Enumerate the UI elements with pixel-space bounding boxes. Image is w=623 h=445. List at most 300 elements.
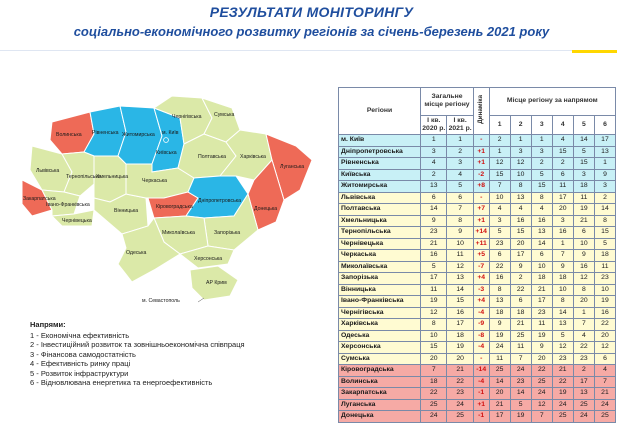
map-label-khmelnytskyi: Хмельницька (96, 174, 129, 180)
direction-rank-cell: 16 (594, 307, 615, 319)
direction-rank-cell: 14 (489, 376, 510, 388)
table-row (339, 284, 616, 296)
table-row (339, 158, 616, 170)
direction-rank-cell: 12 (594, 342, 615, 354)
place-2021-cell: 23 (447, 388, 473, 400)
direction-rank-cell: 20 (573, 296, 594, 308)
direction-rank-cell: 20 (594, 330, 615, 342)
place-2021-cell: 2 (447, 146, 473, 158)
direction-rank-cell: 1 (489, 146, 510, 158)
place-2021-cell: 19 (447, 342, 473, 354)
direction-rank-cell: 2 (531, 158, 552, 170)
map-label-donetsk: Донецька (254, 206, 278, 212)
place-2021-cell: 24 (447, 399, 473, 411)
map-label-sumy: Сумська (214, 112, 235, 118)
direction-rank-cell: 6 (510, 296, 531, 308)
direction-rank-cell: 16 (552, 227, 573, 239)
direction-rank-cell: 18 (573, 181, 594, 193)
direction-rank-cell: 8 (489, 284, 510, 296)
header-regions: Регіони (339, 88, 421, 135)
dynamic-cell: -4 (473, 376, 489, 388)
direction-rank-cell: 2 (552, 158, 573, 170)
direction-rank-cell: 14 (552, 307, 573, 319)
place-2021-cell: 10 (447, 238, 473, 250)
place-2020-cell: 22 (421, 388, 447, 400)
direction-rank-cell: 23 (510, 376, 531, 388)
direction-rank-cell: 5 (594, 238, 615, 250)
dynamic-cell: -14 (473, 365, 489, 377)
direction-rank-cell: 25 (510, 330, 531, 342)
table-row (339, 353, 616, 365)
place-2020-cell: 11 (421, 284, 447, 296)
header-dynamic (473, 88, 489, 135)
header-dir-5: 5 (573, 115, 594, 135)
direction-rank-cell: 21 (531, 284, 552, 296)
map-label-zhytomyr: Житомирська (122, 132, 155, 138)
direction-rank-cell: 4 (531, 204, 552, 216)
region-name-cell: Дніпропетровська (339, 146, 421, 158)
direction-rank-cell: 11 (552, 181, 573, 193)
direction-rank-cell: 23 (594, 273, 615, 285)
table-row (339, 169, 616, 181)
region-name-cell: Миколаївська (339, 261, 421, 273)
map-label-kyiv-city: м. Київ (162, 130, 179, 136)
map-label-dnipro: Дніпропетровська (198, 198, 242, 204)
direction-rank-cell: 5 (552, 330, 573, 342)
direction-rank-cell: 22 (510, 284, 531, 296)
table-row (339, 192, 616, 204)
map-label-crimea: АР Крим (206, 280, 227, 286)
direction-rank-cell: 15 (489, 169, 510, 181)
map-label-luhansk: Луганська (280, 164, 305, 170)
dynamic-cell: -3 (473, 284, 489, 296)
region-name-cell: Львівська (339, 192, 421, 204)
direction-rank-cell: 3 (489, 215, 510, 227)
direction-rank-cell: 16 (510, 215, 531, 227)
page-subtitle: соціально-економічного розвитку регіонів за січень-березень 2021 року (73, 24, 550, 39)
direction-rank-cell: 17 (510, 250, 531, 262)
direction-rank-cell: 22 (573, 342, 594, 354)
map-label-ivano: Івано-Франківська (46, 202, 90, 208)
table-row (339, 307, 616, 319)
map-label-sevastopol: м. Севастополь (142, 298, 180, 304)
table-row (339, 181, 616, 193)
region-name-cell: Рівненська (339, 158, 421, 170)
directions-legend (30, 320, 245, 388)
place-2020-cell: 24 (421, 411, 447, 423)
header-divider (0, 50, 572, 51)
direction-rank-cell: 2 (573, 365, 594, 377)
dynamic-cell: +5 (473, 250, 489, 262)
direction-rank-cell: 18 (531, 273, 552, 285)
map-label-zakarpattia: Закарпатська (23, 196, 56, 202)
direction-rank-cell: 21 (489, 399, 510, 411)
table-row (339, 376, 616, 388)
dynamic-cell: - (473, 192, 489, 204)
header-dir-1: 1 (489, 115, 510, 135)
region-name-cell: Київська (339, 169, 421, 181)
map-label-kirovohrad: Кіровоградська (156, 204, 193, 210)
direction-rank-cell: 10 (489, 192, 510, 204)
dynamic-cell: +1 (473, 399, 489, 411)
table-row (339, 227, 616, 239)
direction-rank-cell: 8 (510, 181, 531, 193)
region-name-cell: Херсонська (339, 342, 421, 354)
header-dir-2: 2 (510, 115, 531, 135)
table-row (339, 215, 616, 227)
direction-rank-cell: 14 (510, 388, 531, 400)
dynamic-cell: +1 (473, 146, 489, 158)
table-row (339, 342, 616, 354)
region-name-cell: Вінницька (339, 284, 421, 296)
map-label-lviv: Львівська (36, 168, 60, 174)
direction-rank-cell: 6 (573, 227, 594, 239)
direction-rank-cell: 25 (594, 411, 615, 423)
place-2021-cell: 12 (447, 261, 473, 273)
place-2020-cell: 3 (421, 146, 447, 158)
direction-rank-cell: 19 (573, 204, 594, 216)
direction-rank-cell: 16 (489, 273, 510, 285)
direction-rank-cell: 9 (594, 169, 615, 181)
dynamic-cell: - (473, 353, 489, 365)
region-name-cell: Хмельницька (339, 215, 421, 227)
place-2021-cell: 18 (447, 330, 473, 342)
dynamic-cell: -4 (473, 307, 489, 319)
place-2021-cell: 3 (447, 158, 473, 170)
direction-rank-cell: 11 (573, 192, 594, 204)
direction-rank-cell: 13 (594, 146, 615, 158)
direction-rank-cell: 24 (510, 365, 531, 377)
map-label-kyiv-obl: Київська (156, 150, 177, 156)
direction-rank-cell: 1 (552, 238, 573, 250)
ukraine-regions-map (22, 94, 332, 304)
map-label-ternopil: Тернопільська (66, 174, 101, 180)
dynamic-cell: +1 (473, 215, 489, 227)
map-label-odesa: Одеська (126, 250, 147, 256)
direction-rank-cell: 7 (594, 376, 615, 388)
direction-rank-cell: 25 (489, 365, 510, 377)
direction-rank-cell: 13 (531, 227, 552, 239)
direction-rank-cell: 9 (531, 342, 552, 354)
direction-rank-cell: 21 (510, 319, 531, 331)
direction-rank-cell: 17 (573, 376, 594, 388)
direction-rank-cell: 21 (552, 365, 573, 377)
direction-rank-cell: 7 (573, 319, 594, 331)
region-name-cell: Луганська (339, 399, 421, 411)
dynamic-cell: -4 (473, 342, 489, 354)
region-name-cell: Житомирська (339, 181, 421, 193)
table-row (339, 146, 616, 158)
place-2020-cell: 7 (421, 365, 447, 377)
direction-rank-cell: 2 (594, 192, 615, 204)
header-dir-3: 3 (531, 115, 552, 135)
direction-rank-cell: 16 (531, 215, 552, 227)
direction-rank-cell: 21 (594, 388, 615, 400)
place-2020-cell: 23 (421, 227, 447, 239)
place-2021-cell: 4 (447, 169, 473, 181)
place-2021-cell: 25 (447, 411, 473, 423)
direction-rank-cell: 25 (531, 376, 552, 388)
place-2020-cell: 15 (421, 342, 447, 354)
direction-rank-cell: 4 (594, 365, 615, 377)
legend-item: 5 - Розвиток інфраструктури (30, 368, 129, 378)
map-label-zaporizhzhia: Запорізька (214, 230, 241, 236)
direction-rank-cell: 7 (531, 411, 552, 423)
direction-rank-cell: 3 (573, 169, 594, 181)
table-body (339, 135, 616, 423)
header-directions: Місце регіону за напрямом (489, 88, 615, 116)
direction-rank-cell: 5 (489, 227, 510, 239)
direction-rank-cell: 25 (573, 399, 594, 411)
direction-rank-cell: 22 (531, 365, 552, 377)
direction-rank-cell: 1 (510, 135, 531, 147)
direction-rank-cell: 23 (573, 353, 594, 365)
direction-rank-cell: 4 (552, 135, 573, 147)
table-row (339, 273, 616, 285)
map-label-kherson: Херсонська (194, 256, 223, 262)
legend-item: 6 - Відновлювана енергетика та енергоефективність (30, 378, 213, 387)
table-row (339, 365, 616, 377)
direction-rank-cell: 19 (489, 330, 510, 342)
direction-rank-cell: 24 (489, 342, 510, 354)
dynamic-cell: +14 (473, 227, 489, 239)
direction-rank-cell: 21 (573, 215, 594, 227)
table-row (339, 135, 616, 147)
direction-rank-cell: 18 (510, 307, 531, 319)
place-2021-cell: 15 (447, 296, 473, 308)
table-row (339, 411, 616, 423)
direction-rank-cell: 16 (573, 261, 594, 273)
map-label-chernivtsi: Чернівецька (62, 218, 92, 224)
direction-rank-cell: 17 (489, 411, 510, 423)
place-2020-cell: 20 (421, 353, 447, 365)
direction-rank-cell: 12 (573, 273, 594, 285)
dynamic-cell: -2 (473, 169, 489, 181)
direction-rank-cell: 15 (510, 227, 531, 239)
direction-rank-cell: 1 (594, 158, 615, 170)
direction-rank-cell: 7 (552, 250, 573, 262)
direction-rank-cell: 10 (552, 284, 573, 296)
direction-rank-cell: 9 (510, 261, 531, 273)
place-2020-cell: 10 (421, 330, 447, 342)
direction-rank-cell: 9 (489, 319, 510, 331)
direction-rank-cell: 23 (531, 307, 552, 319)
place-2020-cell: 13 (421, 181, 447, 193)
kyiv-city-marker (164, 138, 169, 143)
direction-rank-cell: 5 (531, 169, 552, 181)
direction-rank-cell: 4 (573, 330, 594, 342)
direction-rank-cell: 12 (552, 342, 573, 354)
place-2020-cell: 8 (421, 319, 447, 331)
direction-rank-cell: 2 (510, 273, 531, 285)
direction-rank-cell: 19 (531, 330, 552, 342)
place-2020-cell: 14 (421, 204, 447, 216)
dynamic-cell: +4 (473, 296, 489, 308)
direction-rank-cell: 9 (573, 250, 594, 262)
direction-rank-cell: 10 (573, 238, 594, 250)
direction-rank-cell: 9 (552, 261, 573, 273)
dynamic-cell: -9 (473, 319, 489, 331)
direction-rank-cell: 24 (531, 388, 552, 400)
direction-rank-cell: 6 (489, 250, 510, 262)
direction-rank-cell: 20 (510, 238, 531, 250)
region-name-cell: Одеська (339, 330, 421, 342)
place-2021-cell: 13 (447, 273, 473, 285)
direction-rank-cell: 19 (552, 388, 573, 400)
table-row (339, 204, 616, 216)
region-name-cell: Полтавська (339, 204, 421, 216)
header-overall: Загальне місце регіону (421, 88, 474, 116)
direction-rank-cell: 22 (552, 376, 573, 388)
direction-rank-cell: 23 (489, 238, 510, 250)
place-2020-cell: 19 (421, 296, 447, 308)
direction-rank-cell: 5 (510, 399, 531, 411)
table-row (339, 250, 616, 262)
place-2021-cell: 20 (447, 353, 473, 365)
flag-stripe (572, 50, 617, 53)
direction-rank-cell: 20 (531, 353, 552, 365)
table-row (339, 296, 616, 308)
direction-rank-cell: 3 (552, 215, 573, 227)
direction-rank-cell: 8 (573, 284, 594, 296)
place-2020-cell: 16 (421, 250, 447, 262)
table-row (339, 330, 616, 342)
direction-rank-cell: 13 (573, 388, 594, 400)
direction-rank-cell: 7 (510, 353, 531, 365)
direction-rank-cell: 22 (489, 261, 510, 273)
direction-rank-cell: 18 (594, 250, 615, 262)
direction-rank-cell: 15 (531, 181, 552, 193)
page-title: РЕЗУЛЬТАТИ МОНІТОРИНГУ (209, 4, 414, 20)
place-2021-cell: 16 (447, 307, 473, 319)
place-2021-cell: 11 (447, 250, 473, 262)
direction-rank-cell: 3 (531, 146, 552, 158)
direction-rank-cell: 14 (594, 204, 615, 216)
header-dir-4: 4 (552, 115, 573, 135)
place-2020-cell: 9 (421, 215, 447, 227)
place-2021-cell: 17 (447, 319, 473, 331)
direction-rank-cell: 17 (552, 192, 573, 204)
dynamic-cell: +8 (473, 181, 489, 193)
place-2020-cell: 2 (421, 169, 447, 181)
direction-rank-cell: 24 (552, 399, 573, 411)
direction-rank-cell: 20 (489, 388, 510, 400)
dynamic-cell: -7 (473, 261, 489, 273)
direction-rank-cell: 13 (510, 192, 531, 204)
table-row (339, 261, 616, 273)
direction-rank-cell: 1 (573, 307, 594, 319)
direction-rank-cell: 6 (594, 353, 615, 365)
direction-rank-cell: 10 (510, 169, 531, 181)
region-name-cell: Сумська (339, 353, 421, 365)
dynamic-cell: -1 (473, 411, 489, 423)
map-label-mykolaiv: Миколаївська (162, 230, 195, 236)
place-2020-cell: 5 (421, 261, 447, 273)
direction-rank-cell: 3 (510, 146, 531, 158)
direction-rank-cell: 13 (489, 296, 510, 308)
map-label-chernihiv: Чернігівська (172, 114, 202, 120)
direction-rank-cell: 11 (510, 342, 531, 354)
region-name-cell: Донецька (339, 411, 421, 423)
place-2021-cell: 1 (447, 135, 473, 147)
direction-rank-cell: 25 (552, 411, 573, 423)
direction-rank-cell: 4 (510, 204, 531, 216)
direction-rank-cell: 12 (489, 158, 510, 170)
direction-rank-cell: 13 (552, 319, 573, 331)
dynamic-cell: -1 (473, 388, 489, 400)
direction-rank-cell: 11 (531, 319, 552, 331)
direction-rank-cell: 17 (531, 296, 552, 308)
direction-rank-cell: 15 (594, 227, 615, 239)
place-2020-cell: 18 (421, 376, 447, 388)
dynamic-cell: -8 (473, 330, 489, 342)
region-name-cell: Черкаська (339, 250, 421, 262)
direction-rank-cell: 5 (573, 146, 594, 158)
rankings-table (338, 87, 616, 423)
place-2020-cell: 17 (421, 273, 447, 285)
header-dir-6: 6 (594, 115, 615, 135)
legend-item: 1 - Економічна ефективність (30, 330, 130, 340)
place-2021-cell: 21 (447, 365, 473, 377)
region-name-cell: Харківська (339, 319, 421, 331)
direction-rank-cell: 6 (531, 250, 552, 262)
region-name-cell: Івано-Франківська (339, 296, 421, 308)
direction-rank-cell: 20 (552, 204, 573, 216)
place-2021-cell: 9 (447, 227, 473, 239)
legend-item: 4 - Ефективність ринку праці (30, 359, 131, 368)
map-label-cherkasy: Черкаська (142, 178, 168, 184)
direction-rank-cell: 22 (594, 319, 615, 331)
legend-title: Напрями: (30, 320, 66, 329)
dynamic-cell: +4 (473, 273, 489, 285)
direction-rank-cell: 18 (489, 307, 510, 319)
table-row (339, 388, 616, 400)
direction-rank-cell: 8 (552, 296, 573, 308)
direction-rank-cell: 24 (594, 399, 615, 411)
place-2021-cell: 14 (447, 284, 473, 296)
place-2020-cell: 25 (421, 399, 447, 411)
legend-item: 3 - Фінансова самодостатність (30, 349, 136, 359)
table-row (339, 238, 616, 250)
region-name-cell: Волинська (339, 376, 421, 388)
dynamic-cell: - (473, 135, 489, 147)
direction-rank-cell: 1 (531, 135, 552, 147)
direction-rank-cell: 19 (594, 296, 615, 308)
region-name-cell: Кіровоградська (339, 365, 421, 377)
header-q1-2020: І кв. 2020 р. (421, 115, 447, 135)
direction-rank-cell: 10 (594, 284, 615, 296)
sevastopol-pointer (198, 298, 204, 302)
header-q1-2021: І кв. 2021 р. (447, 115, 473, 135)
dynamic-cell: +11 (473, 238, 489, 250)
direction-rank-cell: 12 (531, 399, 552, 411)
place-2021-cell: 6 (447, 192, 473, 204)
table-row (339, 399, 616, 411)
map-label-vinnytsia: Вінницька (114, 208, 139, 214)
place-2020-cell: 4 (421, 158, 447, 170)
direction-rank-cell: 24 (573, 411, 594, 423)
place-2020-cell: 12 (421, 307, 447, 319)
table-row (339, 319, 616, 331)
direction-rank-cell: 8 (594, 215, 615, 227)
direction-rank-cell: 18 (552, 273, 573, 285)
legend-item: 2 - Інвестиційний розвиток та зовнішньоекономічна співпраця (30, 340, 245, 349)
region-name-cell: м. Київ (339, 135, 421, 147)
region-name-cell: Чернівецька (339, 238, 421, 250)
region-name-cell: Закарпатська (339, 388, 421, 400)
map-label-poltava: Полтавська (198, 154, 226, 160)
region-name-cell: Запорізька (339, 273, 421, 285)
